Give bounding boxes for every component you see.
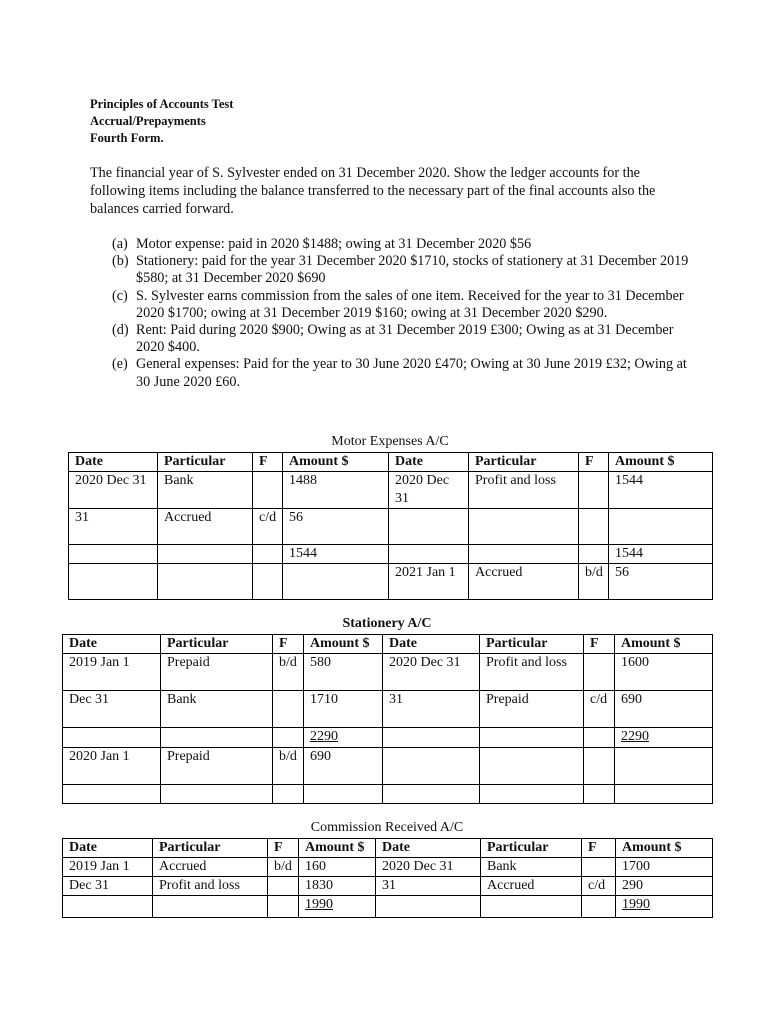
table-cell: 31 [383, 691, 480, 728]
table-row [63, 691, 713, 728]
table-cell [161, 728, 273, 748]
table-cell [579, 509, 609, 545]
table-cell: Profit and loss [153, 877, 268, 896]
table-cell [63, 896, 153, 918]
item-text: Motor expense: paid in 2020 $1488; owing at 31 December 2020 $56 [136, 236, 532, 252]
table-cell [253, 564, 283, 600]
table-cell: 2020 Dec 31 [376, 858, 481, 877]
table-row [69, 509, 713, 545]
col-header: Amount $ [299, 839, 376, 858]
motor-ledger-title: Motor Expenses A/C [331, 434, 449, 449]
table-cell [389, 509, 469, 545]
test-topic: Accrual/Prepayments [90, 114, 206, 128]
col-header: Amount $ [304, 635, 383, 654]
table-cell [584, 748, 615, 785]
col-header: F [273, 635, 304, 654]
table-cell [304, 785, 383, 804]
table-header-row [63, 635, 713, 654]
table-cell: 1488 [283, 472, 389, 509]
table-cell: 1700 [616, 858, 713, 877]
table-cell [273, 728, 304, 748]
table-cell [579, 545, 609, 564]
table-cell: b/d [579, 564, 609, 600]
table-cell: 2020 Jan 1 [63, 748, 161, 785]
table-cell: Profit and loss [469, 472, 579, 509]
table-cell [383, 728, 480, 748]
table-row [69, 564, 713, 600]
table-cell [273, 691, 304, 728]
list-item [112, 236, 692, 253]
table-row [63, 877, 713, 896]
table-cell: 160 [299, 858, 376, 877]
commission-ledger-title: Commission Received A/C [310, 820, 464, 835]
item-text: S. Sylvester earns commission from the sales of one item. Received for the year to 31 December 2020 $1700; owing at 31 December 2019 $160; owing at 31 December 2020 $290. [136, 287, 684, 321]
table-cell [615, 748, 713, 785]
table-cell [158, 545, 253, 564]
col-header: F [584, 635, 615, 654]
col-header: Date [389, 453, 469, 472]
table-cell: 580 [304, 654, 383, 691]
table-cell [383, 785, 480, 804]
table-cell-total: 1990 [299, 896, 376, 918]
col-header: Date [376, 839, 481, 858]
table-cell: c/d [584, 691, 615, 728]
table-cell [584, 654, 615, 691]
list-item [112, 288, 692, 322]
table-cell: Accrued [153, 858, 268, 877]
table-header-row [63, 839, 713, 858]
col-header: Particular [481, 839, 582, 858]
table-cell: Bank [481, 858, 582, 877]
col-header: F [268, 839, 299, 858]
table-cell: Bank [161, 691, 273, 728]
table-row [63, 654, 713, 691]
col-header: Date [63, 635, 161, 654]
document-header [90, 96, 233, 147]
table-cell-total: 2290 [615, 728, 713, 748]
table-cell: Accrued [481, 877, 582, 896]
item-text: Rent: Paid during 2020 $900; Owing as at 31 December 2019 £300; Owing as at 31 December 2020 $400. [136, 322, 674, 356]
table-cell-total: 1990 [616, 896, 713, 918]
table-cell [480, 785, 584, 804]
table-cell [268, 877, 299, 896]
table-cell [480, 748, 584, 785]
table-cell [480, 728, 584, 748]
table-cell [158, 564, 253, 600]
table-cell: Accrued [158, 509, 253, 545]
table-cell: 2020 Dec 31 [69, 472, 158, 509]
table-cell [253, 472, 283, 509]
col-header: F [582, 839, 616, 858]
table-row [63, 896, 713, 918]
table-cell [283, 564, 389, 600]
table-cell: Accrued [469, 564, 579, 600]
table-cell: 31 [69, 509, 158, 545]
table-cell [389, 545, 469, 564]
col-header: Particular [469, 453, 579, 472]
table-cell: Dec 31 [63, 877, 153, 896]
table-row [69, 545, 713, 564]
table-cell: 1544 [609, 472, 713, 509]
table-cell: Dec 31 [63, 691, 161, 728]
motor-expenses-ledger [68, 452, 713, 600]
col-header: Particular [480, 635, 584, 654]
table-cell: 1544 [283, 545, 389, 564]
stationery-ledger-title: Stationery A/C [342, 616, 432, 631]
table-cell [376, 896, 481, 918]
table-row [63, 728, 713, 748]
col-header: Amount $ [609, 453, 713, 472]
question-items [112, 236, 692, 391]
table-cell: 2020 Dec 31 [383, 654, 480, 691]
intro-paragraph: The financial year of S. Sylvester ended on 31 December 2020. Show the ledger accounts for the following items including the balance transferred to the necessary part of the final accounts also the balances carried forward. [90, 165, 656, 217]
table-cell: 2019 Jan 1 [63, 654, 161, 691]
table-cell [582, 896, 616, 918]
table-cell: 2019 Jan 1 [63, 858, 153, 877]
table-cell: 690 [615, 691, 713, 728]
table-cell [481, 896, 582, 918]
item-label: (a) [112, 236, 128, 252]
table-row [69, 472, 713, 509]
table-row [63, 858, 713, 877]
table-cell [153, 896, 268, 918]
table-cell [253, 545, 283, 564]
table-cell: Prepaid [161, 748, 273, 785]
table-header-row [69, 453, 713, 472]
col-header: Date [63, 839, 153, 858]
col-header: Particular [153, 839, 268, 858]
table-cell [584, 728, 615, 748]
table-cell [469, 509, 579, 545]
list-item [112, 322, 692, 356]
table-cell [63, 728, 161, 748]
table-row [63, 748, 713, 785]
item-text: Stationery: paid for the year 31 December 2020 $1710, stocks of stationery at 31 December 2019 $580; at 31 December 2020 $690 [136, 253, 689, 287]
table-cell-total: 2290 [304, 728, 383, 748]
list-item [112, 253, 692, 287]
col-header: Amount $ [283, 453, 389, 472]
table-cell [383, 748, 480, 785]
table-cell: c/d [253, 509, 283, 545]
test-form: Fourth Form. [90, 131, 164, 145]
table-cell: 1710 [304, 691, 383, 728]
col-header: Amount $ [616, 839, 713, 858]
table-cell: 690 [304, 748, 383, 785]
table-cell: 1830 [299, 877, 376, 896]
table-cell: 1600 [615, 654, 713, 691]
table-cell: 2020 Dec 31 [389, 472, 469, 509]
item-text: General expenses: Paid for the year to 30 June 2020 £470; Owing at 30 June 2019 £32; Owing at 30 June 2020 £60. [136, 356, 687, 390]
item-label: (c) [112, 287, 128, 304]
table-cell: 56 [283, 509, 389, 545]
table-cell: Prepaid [480, 691, 584, 728]
table-cell: 1544 [609, 545, 713, 564]
table-cell [582, 858, 616, 877]
table-cell [273, 785, 304, 804]
table-cell [615, 785, 713, 804]
stationery-ledger [62, 634, 713, 804]
col-header: Date [383, 635, 480, 654]
table-cell: Bank [158, 472, 253, 509]
col-header: Date [69, 453, 158, 472]
table-cell: b/d [273, 654, 304, 691]
table-cell: 2021 Jan 1 [389, 564, 469, 600]
col-header: Particular [158, 453, 253, 472]
table-cell: c/d [582, 877, 616, 896]
commission-received-ledger [62, 838, 713, 918]
item-label: (e) [112, 356, 128, 373]
table-cell [584, 785, 615, 804]
item-label: (d) [112, 322, 129, 339]
table-row [63, 785, 713, 804]
table-cell: 31 [376, 877, 481, 896]
table-cell [63, 785, 161, 804]
list-item [112, 356, 692, 390]
col-header: F [579, 453, 609, 472]
table-cell: Prepaid [161, 654, 273, 691]
col-header: Amount $ [615, 635, 713, 654]
test-title: Principles of Accounts Test [90, 97, 234, 111]
table-cell: b/d [273, 748, 304, 785]
table-cell [609, 509, 713, 545]
table-cell: 56 [609, 564, 713, 600]
table-cell [469, 545, 579, 564]
item-label: (b) [112, 253, 129, 270]
table-cell [161, 785, 273, 804]
table-cell [579, 472, 609, 509]
col-header: Particular [161, 635, 273, 654]
col-header: F [253, 453, 283, 472]
table-cell: 290 [616, 877, 713, 896]
table-cell: Profit and loss [480, 654, 584, 691]
table-cell [69, 564, 158, 600]
table-cell: b/d [268, 858, 299, 877]
table-cell [268, 896, 299, 918]
table-cell [69, 545, 158, 564]
